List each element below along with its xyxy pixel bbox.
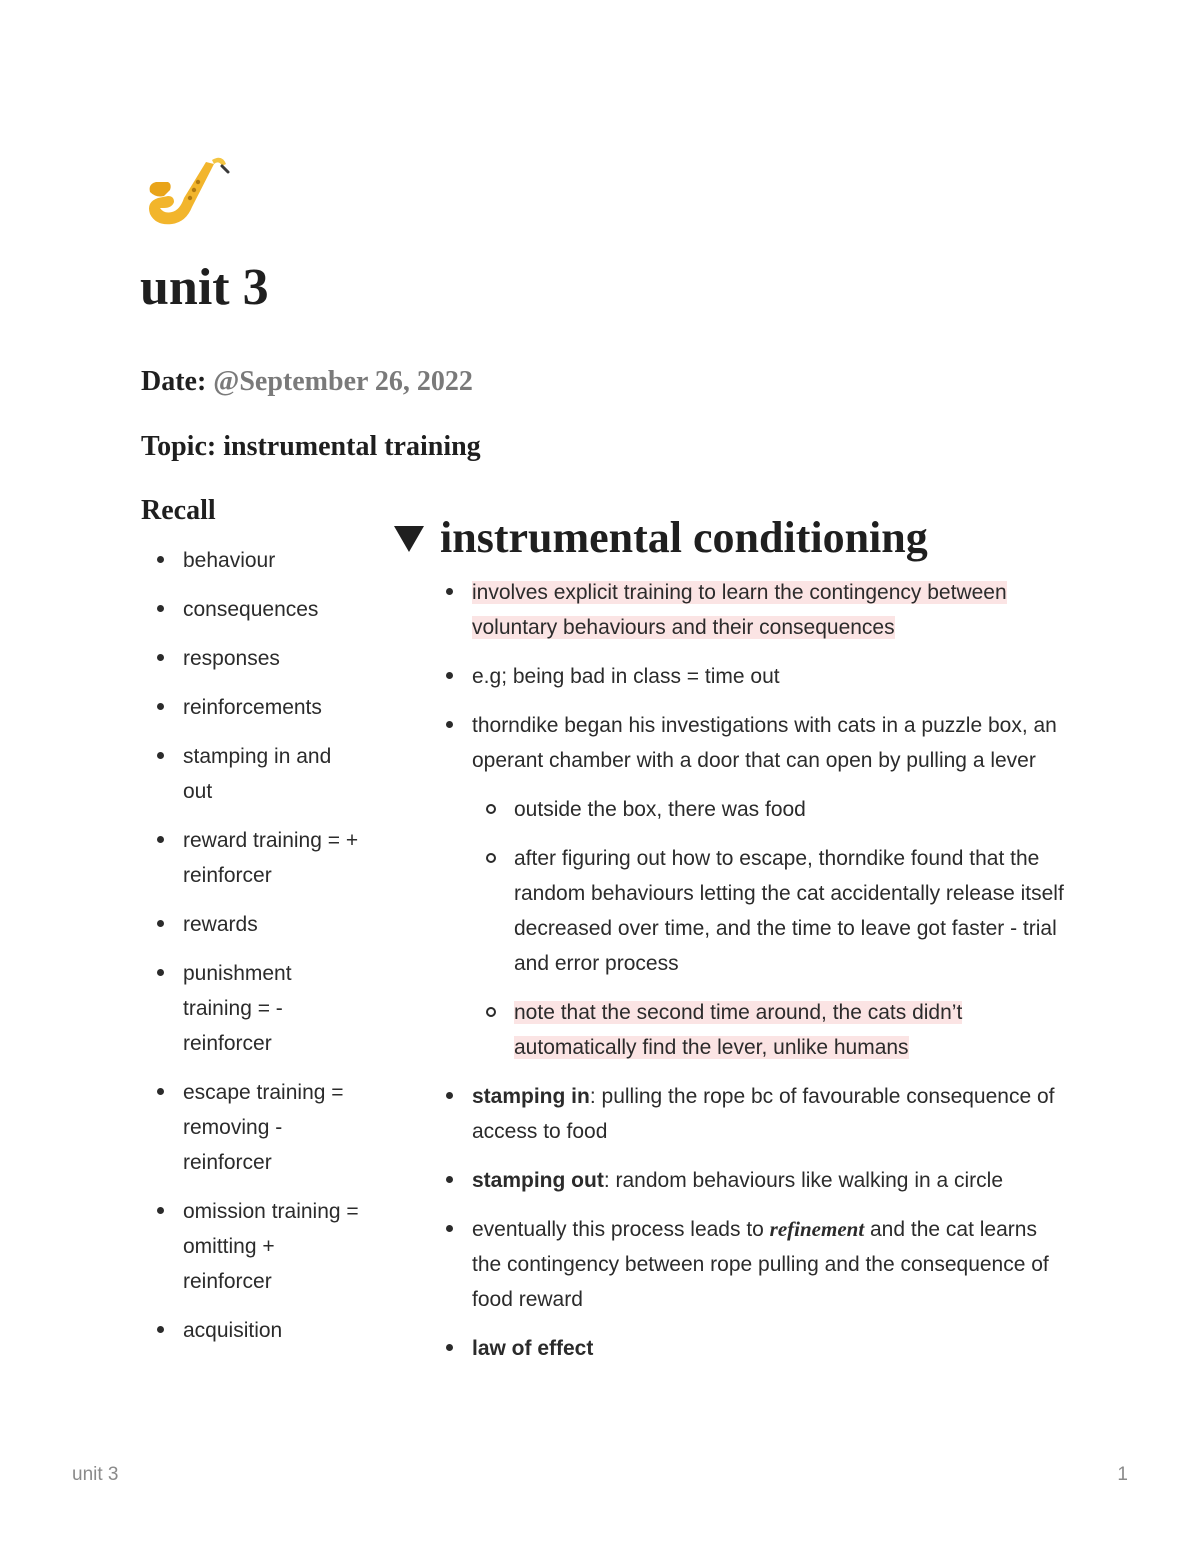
recall-item: punishment training = - reinforcer — [155, 956, 360, 1061]
list-item-text: and the cat learns the contingency between rope pulling and the consequence of food reward — [472, 1218, 1049, 1311]
sub-list-item: after figuring out how to escape, thorndike found that the random behaviours letting the cat accidentally release itself decreased over time, and the time to leave got faster - trial and error process — [472, 841, 1067, 981]
recall-item: omission training = omitting + reinforcer — [155, 1194, 360, 1299]
date-value[interactable]: @September 26, 2022 — [213, 366, 473, 397]
recall-item: rewards — [155, 907, 360, 942]
toggle-triangle-icon[interactable] — [394, 526, 424, 552]
footer-doc-name: unit 3 — [72, 1464, 119, 1485]
bold-term: stamping out — [472, 1169, 604, 1192]
highlighted-text: note that the second time around, the cats didn’t automatically find the lever, unlike humans — [514, 1001, 963, 1059]
list-item-text: eventually this process leads to — [472, 1218, 770, 1241]
toggle-heading-text: instrumental conditioning — [440, 513, 928, 562]
recall-item: stamping in and out — [155, 739, 360, 809]
list-item — [442, 1163, 1067, 1198]
toggle-content-list — [442, 575, 1067, 1380]
saxophone-icon — [142, 152, 232, 234]
sub-list-item: outside the box, there was food — [472, 792, 1067, 827]
list-item — [442, 708, 1067, 1065]
highlighted-text: involves explicit training to learn the contingency between voluntary behaviours and their consequences — [472, 581, 1007, 639]
recall-item: acquisition — [155, 1313, 360, 1348]
list-item: e.g; being bad in class = time out — [442, 659, 1067, 694]
list-item-text: : random behaviours like walking in a circle — [603, 1169, 1004, 1192]
sub-list — [472, 792, 1067, 1065]
date-label: Date: — [141, 366, 207, 397]
list-item — [442, 1079, 1067, 1149]
bold-term: law of effect — [472, 1337, 594, 1360]
list-item — [442, 575, 1067, 645]
recall-item: escape training = removing - reinforcer — [155, 1075, 360, 1180]
list-item-text: : pulling the rope bc of favourable consequence of access to food — [472, 1085, 1055, 1143]
recall-item: reinforcements — [155, 690, 360, 725]
recall-item: consequences — [155, 592, 360, 627]
recall-list — [155, 543, 360, 1362]
topic-property — [141, 431, 481, 463]
list-item — [442, 1212, 1067, 1317]
footer-page-number: 1 — [1117, 1464, 1128, 1485]
emphasis-term: refinement — [769, 1217, 865, 1241]
toggle-heading[interactable] — [394, 508, 928, 568]
sub-list-item — [472, 995, 1067, 1065]
recall-item: reward training = + reinforcer — [155, 823, 360, 893]
recall-item: responses — [155, 641, 360, 676]
bold-term: stamping in — [472, 1085, 590, 1108]
topic-label: Topic: — [141, 431, 217, 462]
recall-item: behaviour — [155, 543, 360, 578]
recall-heading: Recall — [141, 495, 216, 526]
list-item-text: thorndike began his investigations with cats in a puzzle box, an operant chamber with a door that can open by pulling a lever — [472, 714, 1057, 772]
page-title: unit 3 — [140, 259, 269, 316]
topic-value: instrumental training — [223, 431, 481, 462]
date-property — [141, 366, 473, 398]
list-item — [442, 1331, 1067, 1366]
